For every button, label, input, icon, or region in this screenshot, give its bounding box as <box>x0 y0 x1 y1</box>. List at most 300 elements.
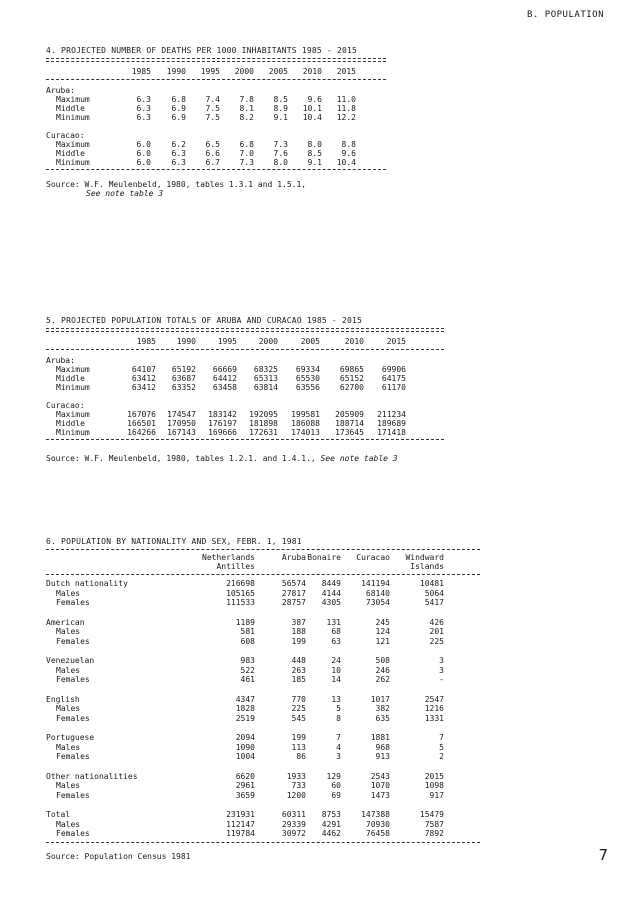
data-cell: 64175 <box>381 374 406 383</box>
data-cell: 68140 <box>365 588 390 598</box>
row-label: Portuguese <box>46 733 95 742</box>
column-header-2015: 2015 <box>336 67 356 76</box>
table-row <box>46 383 444 392</box>
group-label: Curacao: <box>46 131 85 140</box>
row-label: Females <box>56 713 90 723</box>
row-label: Dutch nationality <box>46 579 128 588</box>
data-cell: 9.6 <box>307 95 322 104</box>
data-cell: 581 <box>240 627 255 636</box>
column-header-2010: 2010 <box>302 67 322 76</box>
column-header-line1: Netherlands <box>202 553 255 562</box>
data-cell: 76458 <box>365 829 390 838</box>
table-row <box>46 695 480 705</box>
data-cell: 3659 <box>235 790 255 800</box>
data-cell: 11.0 <box>336 95 356 104</box>
data-cell: 6.0 <box>136 149 151 158</box>
data-cell: 63687 <box>171 374 196 383</box>
row-label: Males <box>56 704 81 713</box>
data-cell: 6.3 <box>171 149 186 158</box>
data-cell: 2 <box>439 752 444 761</box>
data-cell: 9.1 <box>307 158 322 167</box>
data-cell: 63814 <box>253 383 278 392</box>
row-label: Females <box>56 790 90 800</box>
table-4-title: 4. PROJECTED NUMBER OF DEATHS PER 1000 INHABITANTS 1985 - 2015 <box>46 46 358 55</box>
table-6-source: Source: Population Census 1981 <box>46 851 191 861</box>
divider <box>46 349 444 350</box>
data-cell: 1090 <box>235 742 255 752</box>
row-label: Females <box>56 636 90 646</box>
data-cell: 1189 <box>235 617 255 627</box>
data-cell: 181898 <box>249 419 278 428</box>
data-cell: 65313 <box>253 374 278 383</box>
table-row <box>46 589 480 599</box>
divider <box>46 439 444 440</box>
data-cell: 170950 <box>167 419 196 428</box>
table-row <box>46 714 480 724</box>
section-header: B. POPULATION <box>527 10 604 20</box>
data-cell: 216698 <box>226 579 255 588</box>
data-cell: 30972 <box>281 829 306 838</box>
table-row <box>46 781 480 791</box>
divider <box>46 331 444 332</box>
data-cell: 14 <box>331 675 341 684</box>
table-row <box>46 618 480 628</box>
data-cell: 24 <box>331 656 341 665</box>
column-header-1985: 1985 <box>136 337 156 346</box>
data-cell: 225 <box>429 636 444 646</box>
data-cell: 6.2 <box>171 140 186 149</box>
data-cell: 231931 <box>226 810 255 819</box>
data-cell: 4 <box>336 742 341 752</box>
data-cell: 7.5 <box>205 104 220 113</box>
data-cell: 1004 <box>235 752 255 761</box>
row-label: Maximum <box>56 95 90 104</box>
data-cell: 8.0 <box>273 158 288 167</box>
data-cell: 733 <box>291 781 306 790</box>
data-cell: 69 <box>331 790 341 800</box>
data-cell: 6620 <box>235 771 255 781</box>
row-label: Males <box>56 819 81 829</box>
data-cell: 3 <box>336 752 341 761</box>
data-cell: 61170 <box>381 383 406 392</box>
data-cell: - <box>439 675 444 684</box>
data-cell: 167143 <box>167 428 196 437</box>
data-cell: 8.8 <box>341 140 356 149</box>
column-header-2005: 2005 <box>300 337 320 346</box>
group-spacer <box>46 685 480 695</box>
data-cell: 141194 <box>361 579 390 588</box>
data-cell: 65530 <box>295 374 320 383</box>
data-cell: 8.2 <box>239 113 254 122</box>
row-label: Venezuelan <box>46 656 95 665</box>
table-row <box>46 791 480 801</box>
table-6-header <box>46 553 480 571</box>
column-header-line1: Curacao <box>356 553 390 562</box>
divider <box>46 842 480 843</box>
column-header-2000: 2000 <box>258 337 278 346</box>
group-label: Aruba: <box>46 356 75 365</box>
table-4-section <box>46 46 386 198</box>
table-row <box>46 95 386 104</box>
column-header-1990: 1990 <box>176 337 196 346</box>
data-cell: 1933 <box>286 771 306 781</box>
data-cell: 211234 <box>377 410 406 419</box>
data-cell: 7587 <box>424 819 444 829</box>
data-cell: 2543 <box>370 771 390 781</box>
table-5-title: 5. PROJECTED POPULATION TOTALS OF ARUBA AND CURACAO 1985 - 2015 <box>46 316 363 325</box>
data-cell: 5 <box>439 742 444 752</box>
data-cell: 11.8 <box>336 104 356 113</box>
data-cell: 5417 <box>424 598 444 607</box>
table-row <box>46 743 480 753</box>
data-cell: 10.4 <box>302 113 322 122</box>
data-cell: 64107 <box>131 365 156 374</box>
row-label: American <box>46 617 85 627</box>
column-header-line2: Islands <box>410 562 444 571</box>
group-label-row <box>46 131 386 140</box>
column-header-line1: Aruba <box>281 553 306 562</box>
data-cell: 6.8 <box>239 140 254 149</box>
data-cell: 68325 <box>253 365 278 374</box>
data-cell: 6.8 <box>171 95 186 104</box>
data-cell: 913 <box>375 752 390 761</box>
row-label: Males <box>56 781 81 790</box>
table-6-body <box>46 579 480 839</box>
divider <box>46 328 444 329</box>
data-cell: 6.5 <box>205 140 220 149</box>
table-row <box>46 666 480 676</box>
group-spacer <box>46 392 444 401</box>
table-row <box>46 365 444 374</box>
data-cell: 4144 <box>321 588 341 598</box>
data-cell: 262 <box>375 675 390 684</box>
column-header-2000: 2000 <box>234 67 254 76</box>
group-spacer <box>46 723 480 733</box>
row-label: Males <box>56 742 81 752</box>
row-label: Males <box>56 665 81 675</box>
data-cell: 192095 <box>249 410 278 419</box>
data-cell: 10.1 <box>302 104 322 113</box>
data-cell: 8.5 <box>273 95 288 104</box>
row-label: Females <box>56 598 90 607</box>
data-cell: 225 <box>291 704 306 713</box>
data-cell: 8.5 <box>307 149 322 158</box>
data-cell: 7.8 <box>239 95 254 104</box>
row-label: Maximum <box>56 365 90 374</box>
group-spacer <box>46 608 480 618</box>
data-cell: 111533 <box>226 598 255 607</box>
row-label: Other nationalities <box>46 771 138 781</box>
data-cell: 5064 <box>424 588 444 598</box>
data-cell: 172631 <box>249 428 278 437</box>
data-cell: 382 <box>375 704 390 713</box>
data-cell: 522 <box>240 665 255 675</box>
row-label: Females <box>56 829 90 838</box>
column-header-1985: 1985 <box>131 67 151 76</box>
data-cell: 63 <box>331 636 341 646</box>
group-label: Aruba: <box>46 86 75 95</box>
data-cell: 174547 <box>167 410 196 419</box>
row-label: Maximum <box>56 410 90 419</box>
data-cell: 2015 <box>424 771 444 781</box>
data-cell: 1881 <box>370 733 390 742</box>
data-cell: 27817 <box>281 588 306 598</box>
data-cell: 4305 <box>321 598 341 607</box>
table-5-source-note: See note table 3 <box>320 454 398 463</box>
divider <box>46 169 386 170</box>
column-header-1990: 1990 <box>166 67 186 76</box>
data-cell: 3 <box>439 665 444 675</box>
row-label: Middle <box>56 149 85 158</box>
data-cell: 186088 <box>291 419 320 428</box>
data-cell: 4462 <box>321 829 341 838</box>
table-row <box>46 113 386 122</box>
data-cell: 166501 <box>127 419 156 428</box>
table-row <box>46 410 444 419</box>
table-row <box>46 820 480 830</box>
data-cell: 7.0 <box>239 149 254 158</box>
data-cell: 73054 <box>365 598 390 607</box>
data-cell: 1331 <box>424 713 444 723</box>
data-cell: 7.6 <box>273 149 288 158</box>
table-row <box>46 733 480 743</box>
data-cell: 9.6 <box>341 149 356 158</box>
data-cell: 1216 <box>424 704 444 713</box>
table-5-body <box>46 356 444 437</box>
data-cell: 189689 <box>377 419 406 428</box>
data-cell: 199 <box>291 636 306 646</box>
data-cell: 147388 <box>361 810 390 819</box>
column-header-line2: Antilles <box>216 562 255 571</box>
data-cell: 56574 <box>281 579 306 588</box>
data-cell: 185 <box>291 675 306 684</box>
data-cell: 69906 <box>381 365 406 374</box>
data-cell: 1098 <box>424 781 444 790</box>
data-cell: 6.6 <box>205 149 220 158</box>
column-header-2005: 2005 <box>268 67 288 76</box>
data-cell: 124 <box>375 627 390 636</box>
row-label: Minimum <box>56 113 90 122</box>
data-cell: 63556 <box>295 383 320 392</box>
row-label: Middle <box>56 374 85 383</box>
table-4-body <box>46 86 386 167</box>
row-label: Minimum <box>56 158 90 167</box>
data-cell: 8753 <box>321 810 341 819</box>
table-row <box>46 419 444 428</box>
data-cell: 65192 <box>171 365 196 374</box>
table-6-title: 6. POPULATION BY NATIONALITY AND SEX, FEBR. 1, 1981 <box>46 537 302 546</box>
table-row <box>46 598 480 608</box>
data-cell: 635 <box>375 713 390 723</box>
group-label: Curacao: <box>46 401 85 410</box>
table-row <box>46 704 480 714</box>
data-cell: 6.3 <box>171 158 186 167</box>
data-cell: 131 <box>326 617 341 627</box>
data-cell: 246 <box>375 665 390 675</box>
data-cell: 205909 <box>335 410 364 419</box>
table-row <box>46 627 480 637</box>
page-number: 7 <box>598 846 608 864</box>
table-5-section <box>46 316 444 463</box>
data-cell: 8.0 <box>307 140 322 149</box>
data-cell: 65152 <box>339 374 364 383</box>
data-cell: 7.3 <box>239 158 254 167</box>
data-cell: 968 <box>375 742 390 752</box>
row-label: Total <box>46 810 71 819</box>
data-cell: 917 <box>429 790 444 800</box>
group-spacer <box>46 122 386 131</box>
data-cell: 461 <box>240 675 255 684</box>
data-cell: 63412 <box>131 374 156 383</box>
data-cell: 199581 <box>291 410 320 419</box>
table-row <box>46 752 480 762</box>
data-cell: 62700 <box>339 383 364 392</box>
row-label: Minimum <box>56 428 90 437</box>
data-cell: 6.9 <box>171 113 186 122</box>
data-cell: 6.3 <box>136 104 151 113</box>
table-row <box>46 675 480 685</box>
data-cell: 63412 <box>131 383 156 392</box>
data-cell: 169666 <box>208 428 237 437</box>
table-row <box>46 656 480 666</box>
data-cell: 1828 <box>235 704 255 713</box>
data-cell: 2961 <box>235 781 255 790</box>
divider <box>46 58 386 59</box>
table-4-source: Source: W.F. Meulenbeld, 1980, tables 1.3.1 and 1.5.1, <box>46 180 307 189</box>
data-cell: 129 <box>326 771 341 781</box>
data-cell: 29339 <box>281 819 306 829</box>
data-cell: 7.3 <box>273 140 288 149</box>
data-cell: 201 <box>429 627 444 636</box>
data-cell: 1017 <box>370 694 390 704</box>
data-cell: 105165 <box>226 588 255 598</box>
row-label: Middle <box>56 419 85 428</box>
data-cell: 8.9 <box>273 104 288 113</box>
data-cell: 69865 <box>339 365 364 374</box>
data-cell: 188 <box>291 627 306 636</box>
data-cell: 245 <box>375 617 390 627</box>
group-spacer <box>46 800 480 810</box>
data-cell: 68 <box>331 627 341 636</box>
data-cell: 113 <box>291 742 306 752</box>
data-cell: 983 <box>240 656 255 665</box>
data-cell: 86 <box>296 752 306 761</box>
table-row <box>46 829 480 839</box>
data-cell: 121 <box>375 636 390 646</box>
divider <box>46 574 480 575</box>
group-label-row <box>46 86 386 95</box>
data-cell: 28757 <box>281 598 306 607</box>
row-label: Females <box>56 675 90 684</box>
data-cell: 426 <box>429 617 444 627</box>
divider <box>46 79 386 80</box>
column-header-2015: 2015 <box>386 337 406 346</box>
data-cell: 608 <box>240 636 255 646</box>
table-row <box>46 149 386 158</box>
data-cell: 2094 <box>235 733 255 742</box>
table-row <box>46 158 386 167</box>
data-cell: 164266 <box>127 428 156 437</box>
data-cell: 7892 <box>424 829 444 838</box>
data-cell: 8.1 <box>239 104 254 113</box>
data-cell: 12.2 <box>336 113 356 122</box>
data-cell: 6.3 <box>136 95 151 104</box>
data-cell: 387 <box>291 617 306 627</box>
data-cell: 7 <box>336 733 341 742</box>
row-label: Middle <box>56 104 85 113</box>
data-cell: 7.4 <box>205 95 220 104</box>
data-cell: 63458 <box>212 383 237 392</box>
column-header-line1: Windward <box>405 553 444 562</box>
data-cell: 2519 <box>235 713 255 723</box>
data-cell: 545 <box>291 713 306 723</box>
data-cell: 6.0 <box>136 158 151 167</box>
data-cell: 1473 <box>370 790 390 800</box>
data-cell: 173645 <box>335 428 364 437</box>
data-cell: 171418 <box>377 428 406 437</box>
data-cell: 15479 <box>419 810 444 819</box>
data-cell: 1200 <box>286 790 306 800</box>
data-cell: 167076 <box>127 410 156 419</box>
data-cell: 176197 <box>208 419 237 428</box>
data-cell: 112147 <box>226 819 255 829</box>
data-cell: 10481 <box>419 579 444 588</box>
data-cell: 8 <box>336 713 341 723</box>
table-row <box>46 579 480 589</box>
data-cell: 6.7 <box>205 158 220 167</box>
table-row <box>46 810 480 820</box>
data-cell: 69334 <box>295 365 320 374</box>
group-label-row <box>46 401 444 410</box>
data-cell: 63352 <box>171 383 196 392</box>
row-label: English <box>46 694 80 704</box>
data-cell: 174013 <box>291 428 320 437</box>
row-label: Males <box>56 588 81 598</box>
data-cell: 10.4 <box>336 158 356 167</box>
data-cell: 13 <box>331 694 341 704</box>
table-6-section <box>46 537 480 861</box>
data-cell: 6.0 <box>136 140 151 149</box>
row-label: Minimum <box>56 383 90 392</box>
data-cell: 188714 <box>335 419 364 428</box>
group-label-row <box>46 356 444 365</box>
data-cell: 770 <box>291 694 306 704</box>
data-cell: 64412 <box>212 374 237 383</box>
divider <box>46 61 386 62</box>
data-cell: 263 <box>291 665 306 675</box>
data-cell: 6.9 <box>171 104 186 113</box>
data-cell: 60 <box>331 781 341 790</box>
column-header-line1: Bonaire <box>307 553 341 562</box>
table-row <box>46 374 444 383</box>
data-cell: 4291 <box>321 819 341 829</box>
row-label: Males <box>56 627 81 636</box>
data-cell: 8449 <box>321 579 341 588</box>
data-cell: 66669 <box>212 365 237 374</box>
data-cell: 5 <box>336 704 341 713</box>
column-header-2010: 2010 <box>344 337 364 346</box>
data-cell: 10 <box>331 665 341 675</box>
data-cell: 199 <box>291 733 306 742</box>
table-row <box>46 637 480 647</box>
table-5-source-text: Source: W.F. Meulenbeld, 1980, tables 1.2.1. and 1.4.1., <box>46 454 316 463</box>
table-row <box>46 104 386 113</box>
table-row <box>46 428 444 437</box>
data-cell: 7.5 <box>205 113 220 122</box>
row-label: Females <box>56 752 90 761</box>
row-label: Maximum <box>56 140 90 149</box>
table-5-source <box>46 454 444 463</box>
